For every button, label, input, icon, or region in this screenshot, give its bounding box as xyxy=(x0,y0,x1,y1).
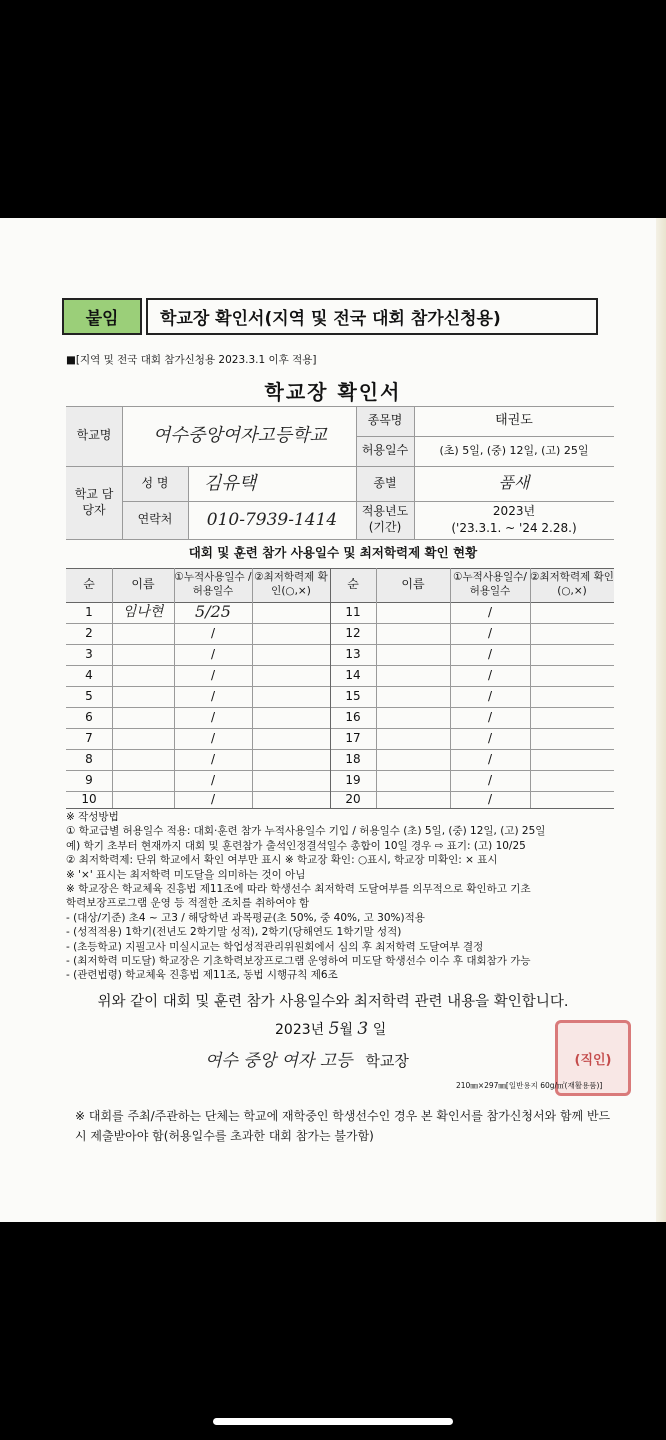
note-line: ※ 작성방법 xyxy=(66,811,119,823)
row-number: 13 xyxy=(345,646,361,661)
school-value: 여수중앙여자고등학교 xyxy=(153,425,327,447)
row-number: 5 xyxy=(85,688,93,703)
note-line: - (최저학력 미도달) 학교장은 기초학력보장프로그램 운영하여 미도달 학생선수 이수 후 대회참가 가능 xyxy=(66,955,531,968)
name-label: 성 명 xyxy=(141,475,169,490)
document-page xyxy=(0,218,666,1222)
note-line: ※ '×' 표시는 최저학력 미도달을 의미하는 것이 아님 xyxy=(66,868,306,881)
document-title: 학교장 확인서 xyxy=(264,380,402,404)
principal-school: 여수 중앙 여자 고등 xyxy=(205,1051,353,1071)
row-number: 10 xyxy=(81,791,97,806)
row-days: / xyxy=(487,604,493,619)
row-number: 11 xyxy=(345,604,361,619)
row-days: / xyxy=(210,751,216,766)
principal-line xyxy=(205,1046,409,1071)
attachment-badge: 붙임 xyxy=(62,298,142,335)
row-name xyxy=(112,644,174,665)
row-name xyxy=(112,707,174,728)
allow-label: 허용일수 xyxy=(361,443,409,458)
row-number: 15 xyxy=(345,688,361,703)
period-value: ('23.3.1. ~ '24 2.28.) xyxy=(451,520,577,535)
header-title: 학교장 확인서(지역 및 전국 대회 참가신청용) xyxy=(146,298,598,335)
row-number: 16 xyxy=(345,709,361,724)
row-days: / xyxy=(210,791,216,806)
page-edge xyxy=(656,218,666,1222)
official-seal-stamp: (직인) xyxy=(555,1020,631,1096)
row-number: 6 xyxy=(85,709,93,724)
note-line: ① 학교급별 허용일수 적용: 대회·훈련 참가 누적사용일수 기입 / 허용일수 (초) 5일, (중) 12일, (고) 25일 xyxy=(66,825,546,838)
note-line: - (대상/기준) 초4 ~ 고3 / 해당학년 과목평균(초 50%, 중 40%, 고 30%)적용 xyxy=(66,911,425,924)
home-indicator[interactable] xyxy=(213,1418,453,1425)
row-days: / xyxy=(487,646,493,661)
col-name: 이름 xyxy=(131,577,155,592)
row-days: / xyxy=(487,730,493,745)
row-number: 14 xyxy=(345,667,361,682)
note-line: ② 최저학력제: 단위 학교에서 확인 여부만 표시 ※ 학교장 확인: ○표시, 학교장 미확인: × 표시 xyxy=(66,854,498,867)
note-line: - (성적적용) 1학기(전년도 2학기말 성적), 2학기(당해연도 1학기말 성적) xyxy=(66,926,402,939)
row-days: 5/25 xyxy=(195,602,231,622)
contact-group-label: 학교 담당자 xyxy=(74,486,114,517)
row-days: / xyxy=(487,625,493,640)
date-month: 5 xyxy=(328,1019,340,1039)
row-name xyxy=(112,728,174,749)
applicability-note: ■[지역 및 전국 대회 참가신청용 2023.3.1 이후 적용] xyxy=(66,354,317,366)
row-days: / xyxy=(487,751,493,766)
row-name xyxy=(112,623,174,644)
row-days: / xyxy=(210,730,216,745)
row-days: / xyxy=(487,688,493,703)
year-value: 2023년 xyxy=(492,503,536,518)
header xyxy=(62,298,598,337)
note-line: 학력보장프로그램 운영 등 적절한 조치를 취하여야 함 xyxy=(66,897,310,910)
principal-title: 학교장 xyxy=(365,1052,409,1070)
note-line: ※ 학교장은 학교체육 진흥법 제11조에 따라 학생선수 최저학력 도달여부를 의무적으로 확인하고 기초 xyxy=(66,883,531,896)
row-days: / xyxy=(487,791,493,806)
confirmation-text: 위와 같이 대회 및 훈련 참가 사용일수와 최저학력 관련 내용을 확인합니다. xyxy=(97,994,569,1010)
row-number: 18 xyxy=(345,751,361,766)
row-number: 9 xyxy=(85,772,93,787)
kind-label: 종별 xyxy=(373,475,397,490)
row-number: 17 xyxy=(345,730,361,745)
year-label: 적용년도 (기간) xyxy=(361,504,409,534)
col-check: ②최저학력제 확인(○,×) xyxy=(254,571,328,597)
row-number: 7 xyxy=(85,730,93,745)
col-name-right: 이름 xyxy=(401,577,425,592)
event-label: 종목명 xyxy=(367,413,403,428)
school-label: 학교명 xyxy=(76,428,112,443)
event-value: 태권도 xyxy=(495,412,533,428)
row-days: / xyxy=(210,625,216,640)
footnote: ※ 대회를 주최/주관하는 단체는 학교에 재학중인 학생선수인 경우 본 확인서를 참가신청서와 함께 반드시 제출받아야 함(허용일수를 초과한 대회 참가는 불가함) xyxy=(75,1109,611,1143)
row-number: 3 xyxy=(85,646,93,661)
note-line: - (관련법령) 학교체육 진흥법 제11조, 동법 시행규칙 제6조 xyxy=(66,969,338,982)
date-day: 3 xyxy=(357,1019,369,1039)
date-day-unit: 일 xyxy=(372,1022,387,1038)
row-days: / xyxy=(210,646,216,661)
row-name xyxy=(112,686,174,707)
row-days: / xyxy=(210,709,216,724)
row-name xyxy=(112,749,174,770)
row-days: / xyxy=(487,709,493,724)
row-number: 19 xyxy=(345,772,361,787)
col-days-right: ①누적사용일수/ 허용일수 xyxy=(453,571,527,597)
col-no: 순 xyxy=(83,577,95,592)
row-name xyxy=(112,770,174,791)
row-number: 2 xyxy=(85,625,93,640)
col-no-right: 순 xyxy=(347,577,359,592)
col-check-right: ②최저학력제 확인(○,×) xyxy=(530,571,614,597)
note-line: - (초등학교) 지필고사 미실시교는 학업성적관리위원회에서 심의 후 최저학력 도달여부 결정 xyxy=(66,940,484,953)
kind-value: 품새 xyxy=(498,473,530,493)
name-value: 김유택 xyxy=(204,472,257,494)
col-days: ①누적사용일수 /허용일수 xyxy=(174,571,252,597)
row-number: 8 xyxy=(85,751,93,766)
note-line: 예) 학기 초부터 현재까지 대회 및 훈련참가 출석인정결석일수 총합이 10일 경우 ⇨ 표기: (고) 10/25 xyxy=(66,839,526,852)
row-days: / xyxy=(210,772,216,787)
date-month-unit: 월 xyxy=(339,1022,353,1038)
row-days: / xyxy=(210,667,216,682)
table-title: 대회 및 훈련 참가 사용일수 및 최저학력제 확인 현황 xyxy=(188,545,478,560)
row-name xyxy=(112,665,174,686)
allow-value: (초) 5일, (중) 12일, (고) 25일 xyxy=(439,443,589,457)
row-number: 12 xyxy=(345,625,361,640)
row-number: 4 xyxy=(85,667,93,682)
row-number: 20 xyxy=(345,791,361,806)
phone-label: 연락처 xyxy=(137,512,173,527)
date-year: 2023년 xyxy=(275,1022,325,1038)
writing-instructions xyxy=(66,810,626,983)
row-name xyxy=(112,791,174,808)
phone-value: 010-7939-1414 xyxy=(206,509,338,530)
paper-size-note: 210㎜×297㎜[일반용지 60g/㎡(재활용품)] xyxy=(456,1081,603,1090)
row-number: 1 xyxy=(85,604,93,619)
row-days: / xyxy=(210,688,216,703)
date-line xyxy=(275,1019,386,1039)
row-name: 임나현 xyxy=(122,604,164,621)
row-days: / xyxy=(487,667,493,682)
row-days: / xyxy=(487,772,493,787)
